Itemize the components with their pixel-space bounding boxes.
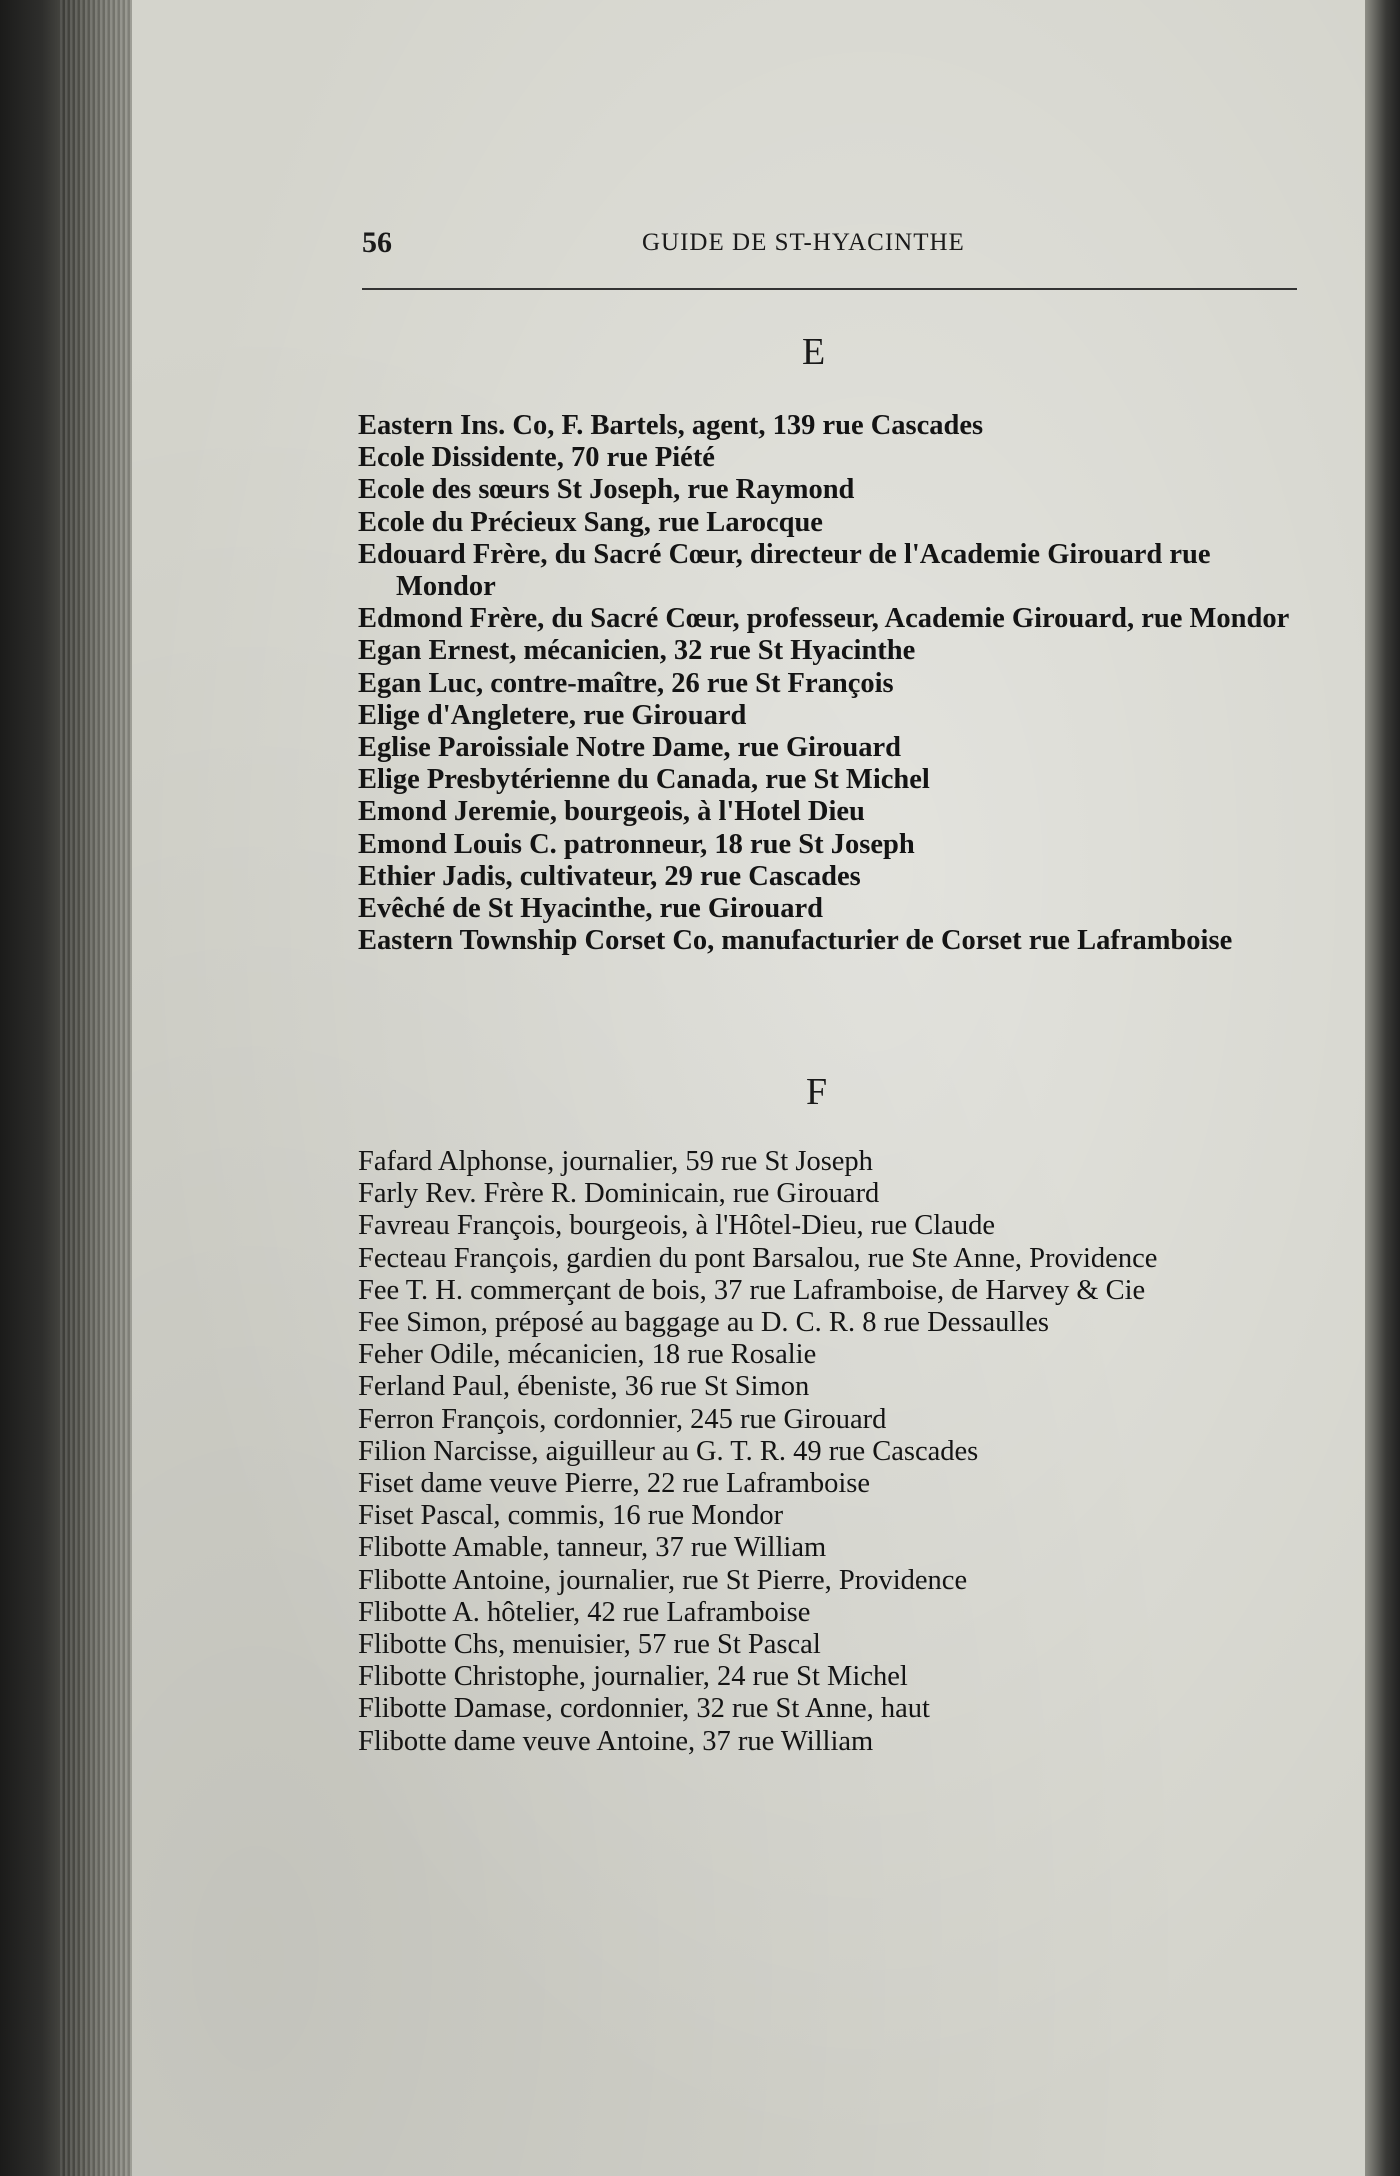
list-item: Ferron François, cordonnier, 245 rue Girouard — [358, 1403, 887, 1435]
list-item: Elige Presbytérienne du Canada, rue St Michel — [358, 764, 930, 796]
list-item: Fafard Alphonse, journalier, 59 rue St Joseph — [358, 1146, 873, 1177]
page-header — [362, 226, 1288, 266]
entries-section-f — [358, 1146, 1303, 1758]
list-item: Egan Ernest, mécanicien, 32 rue St Hyacinthe — [358, 635, 916, 667]
list-item: Fiset Pascal, commis, 16 rue Mondor — [358, 1500, 784, 1532]
section-letter-f: F — [806, 1071, 830, 1113]
list-item: Farly Rev. Frère R. Dominicain, rue Girouard — [358, 1178, 880, 1210]
page-number: 56 — [362, 226, 392, 259]
page-edges — [60, 0, 140, 2176]
list-item: Eglise Paroissiale Notre Dame, rue Girouard — [358, 732, 902, 764]
header-rule — [362, 288, 1297, 290]
list-item: Flibotte dame veuve Antoine, 37 rue William — [358, 1725, 874, 1757]
list-item: Feher Odile, mécanicien, 18 rue Rosalie — [358, 1339, 817, 1371]
list-item: Edmond Frère, du Sacré Cœur, professeur, Academie Girouard, rue Mondor — [358, 603, 1290, 635]
list-item: Flibotte A. hôtelier, 42 rue Laframboise — [358, 1596, 811, 1628]
page-right-edge — [1365, 0, 1400, 2176]
list-item: Ferland Paul, ébeniste, 36 rue St Simon — [358, 1371, 810, 1403]
running-title: GUIDE DE ST-HYACINTHE — [642, 229, 965, 256]
list-item: Favreau François, bourgeois, à l'Hôtel-Dieu, rue Claude — [358, 1210, 995, 1242]
list-item: Emond Louis C. patronneur, 18 rue St Joseph — [358, 828, 915, 860]
section-letter-e: E — [802, 331, 828, 373]
list-item: Ecole des sœurs St Joseph, rue Raymond — [358, 474, 855, 506]
list-item: Flibotte Damase, cordonnier, 32 rue St Anne, haut — [358, 1693, 930, 1725]
list-item: Fee T. H. commerçant de bois, 37 rue Laframboise, de Harvey & Cie — [358, 1274, 1146, 1306]
list-item: Elige d'Angletere, rue Girouard — [358, 699, 747, 731]
list-item: Flibotte Chs, menuisier, 57 rue St Pascal — [358, 1629, 821, 1661]
list-item: Filion Narcisse, aiguilleur au G. T. R. 49 rue Cascades — [358, 1435, 979, 1467]
list-item: Ethier Jadis, cultivateur, 29 rue Cascades — [358, 860, 861, 892]
entries-section-e — [358, 410, 1303, 957]
list-item: Flibotte Christophe, journalier, 24 rue St Michel — [358, 1661, 908, 1693]
list-item: Fecteau François, gardien du pont Barsalou, rue Ste Anne, Providence — [358, 1242, 1158, 1274]
list-item: Ecole du Précieux Sang, rue Larocque — [358, 506, 823, 538]
list-item: Egan Luc, contre-maître, 26 rue St François — [358, 667, 894, 699]
list-item: Evêché de St Hyacinthe, rue Girouard — [358, 893, 823, 925]
list-item: Fee Simon, préposé au baggage au D. C. R. 8 rue Dessaulles — [358, 1307, 1049, 1339]
list-item: Emond Jeremie, bourgeois, à l'Hotel Dieu — [358, 796, 865, 828]
list-item: Edouard Frère, du Sacré Cœur, directeur de l'Academie Girouard rue Mondor — [358, 538, 1211, 603]
book-page — [132, 0, 1365, 2176]
list-item: Flibotte Amable, tanneur, 37 rue William — [358, 1532, 827, 1564]
list-item: Fiset dame veuve Pierre, 22 rue Laframboise — [358, 1468, 871, 1500]
list-item: Eastern Ins. Co, F. Bartels, agent, 139 rue Cascades — [358, 410, 984, 441]
list-item: Flibotte Antoine, journalier, rue St Pierre, Providence — [358, 1564, 968, 1596]
list-item: Eastern Township Corset Co, manufacturier de Corset rue Laframboise — [358, 925, 1233, 957]
list-item: Ecole Dissidente, 70 rue Piété — [358, 442, 715, 474]
